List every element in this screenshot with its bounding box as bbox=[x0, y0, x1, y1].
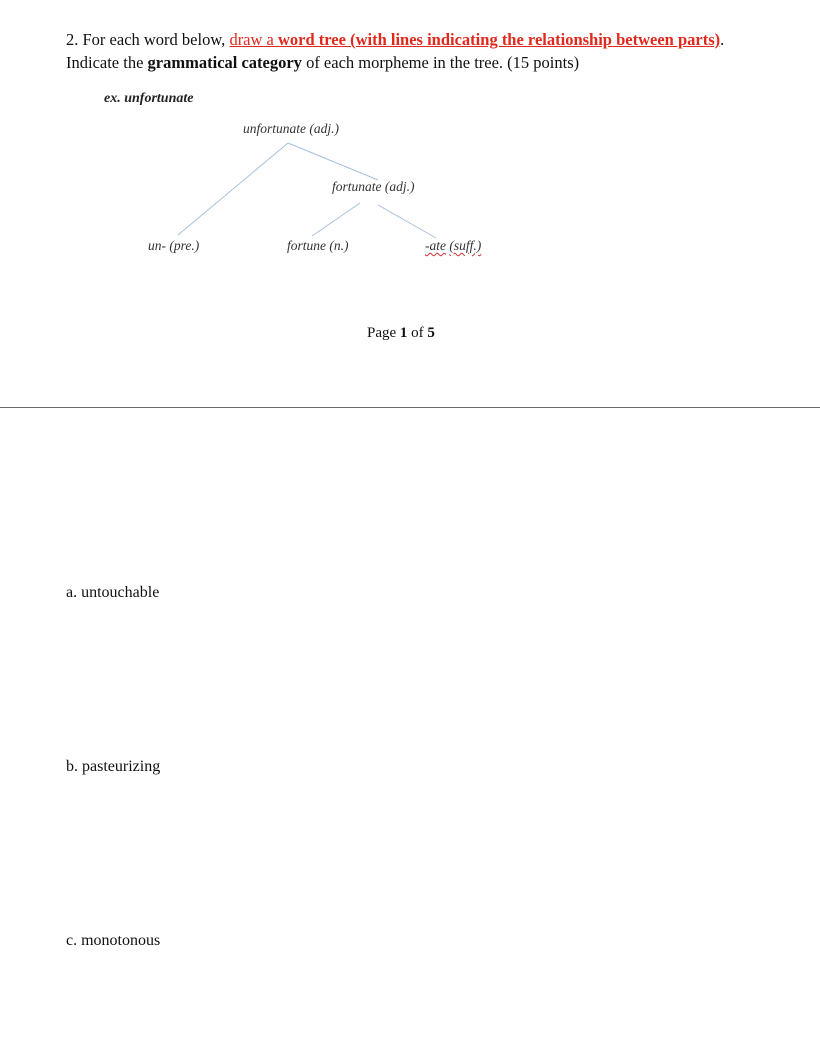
instruction-middle: . Indicate the bbox=[66, 30, 725, 72]
instruction-bold: grammatical category bbox=[147, 53, 302, 72]
page-label: Page bbox=[367, 325, 397, 341]
suffix-word: -ate bbox=[425, 238, 446, 253]
tree-line-root-to-prefix bbox=[178, 143, 288, 235]
page-number bbox=[367, 325, 435, 342]
word-tree-lines bbox=[0, 0, 820, 300]
example-label: ex. unfortunate bbox=[104, 91, 194, 106]
tree-node-fortunate: fortunate (adj.) bbox=[332, 179, 415, 194]
page-break-divider bbox=[0, 407, 820, 408]
tree-node-prefix: un- (pre.) bbox=[148, 238, 200, 253]
instruction-suffix: of each morpheme in the tree. (15 points) bbox=[301, 53, 580, 72]
instruction-red-bold: word tree (with lines indicating the relationship between parts) bbox=[278, 30, 721, 49]
question-item-c: c. monotonous bbox=[66, 932, 161, 949]
question-item-b: b. pasteurizing bbox=[66, 758, 161, 775]
tree-node-stem: fortune (n.) bbox=[287, 238, 349, 253]
suffix-category: (suff.) bbox=[449, 238, 482, 253]
tree-line-root-to-mid bbox=[288, 143, 378, 180]
tree-node-suffix bbox=[425, 238, 481, 254]
tree-line-mid-to-suffix bbox=[378, 205, 436, 238]
page-total: 5 bbox=[427, 325, 435, 341]
tree-node-root: unfortunate (adj.) bbox=[243, 121, 339, 136]
tree-line-mid-to-stem bbox=[312, 203, 360, 236]
page-of: of bbox=[411, 325, 424, 341]
page-current: 1 bbox=[399, 325, 408, 341]
question-item-a: a. untouchable bbox=[66, 584, 160, 601]
instruction-prefix: 2. For each word below, bbox=[66, 30, 230, 49]
instruction-red-plain: draw a bbox=[229, 30, 278, 49]
